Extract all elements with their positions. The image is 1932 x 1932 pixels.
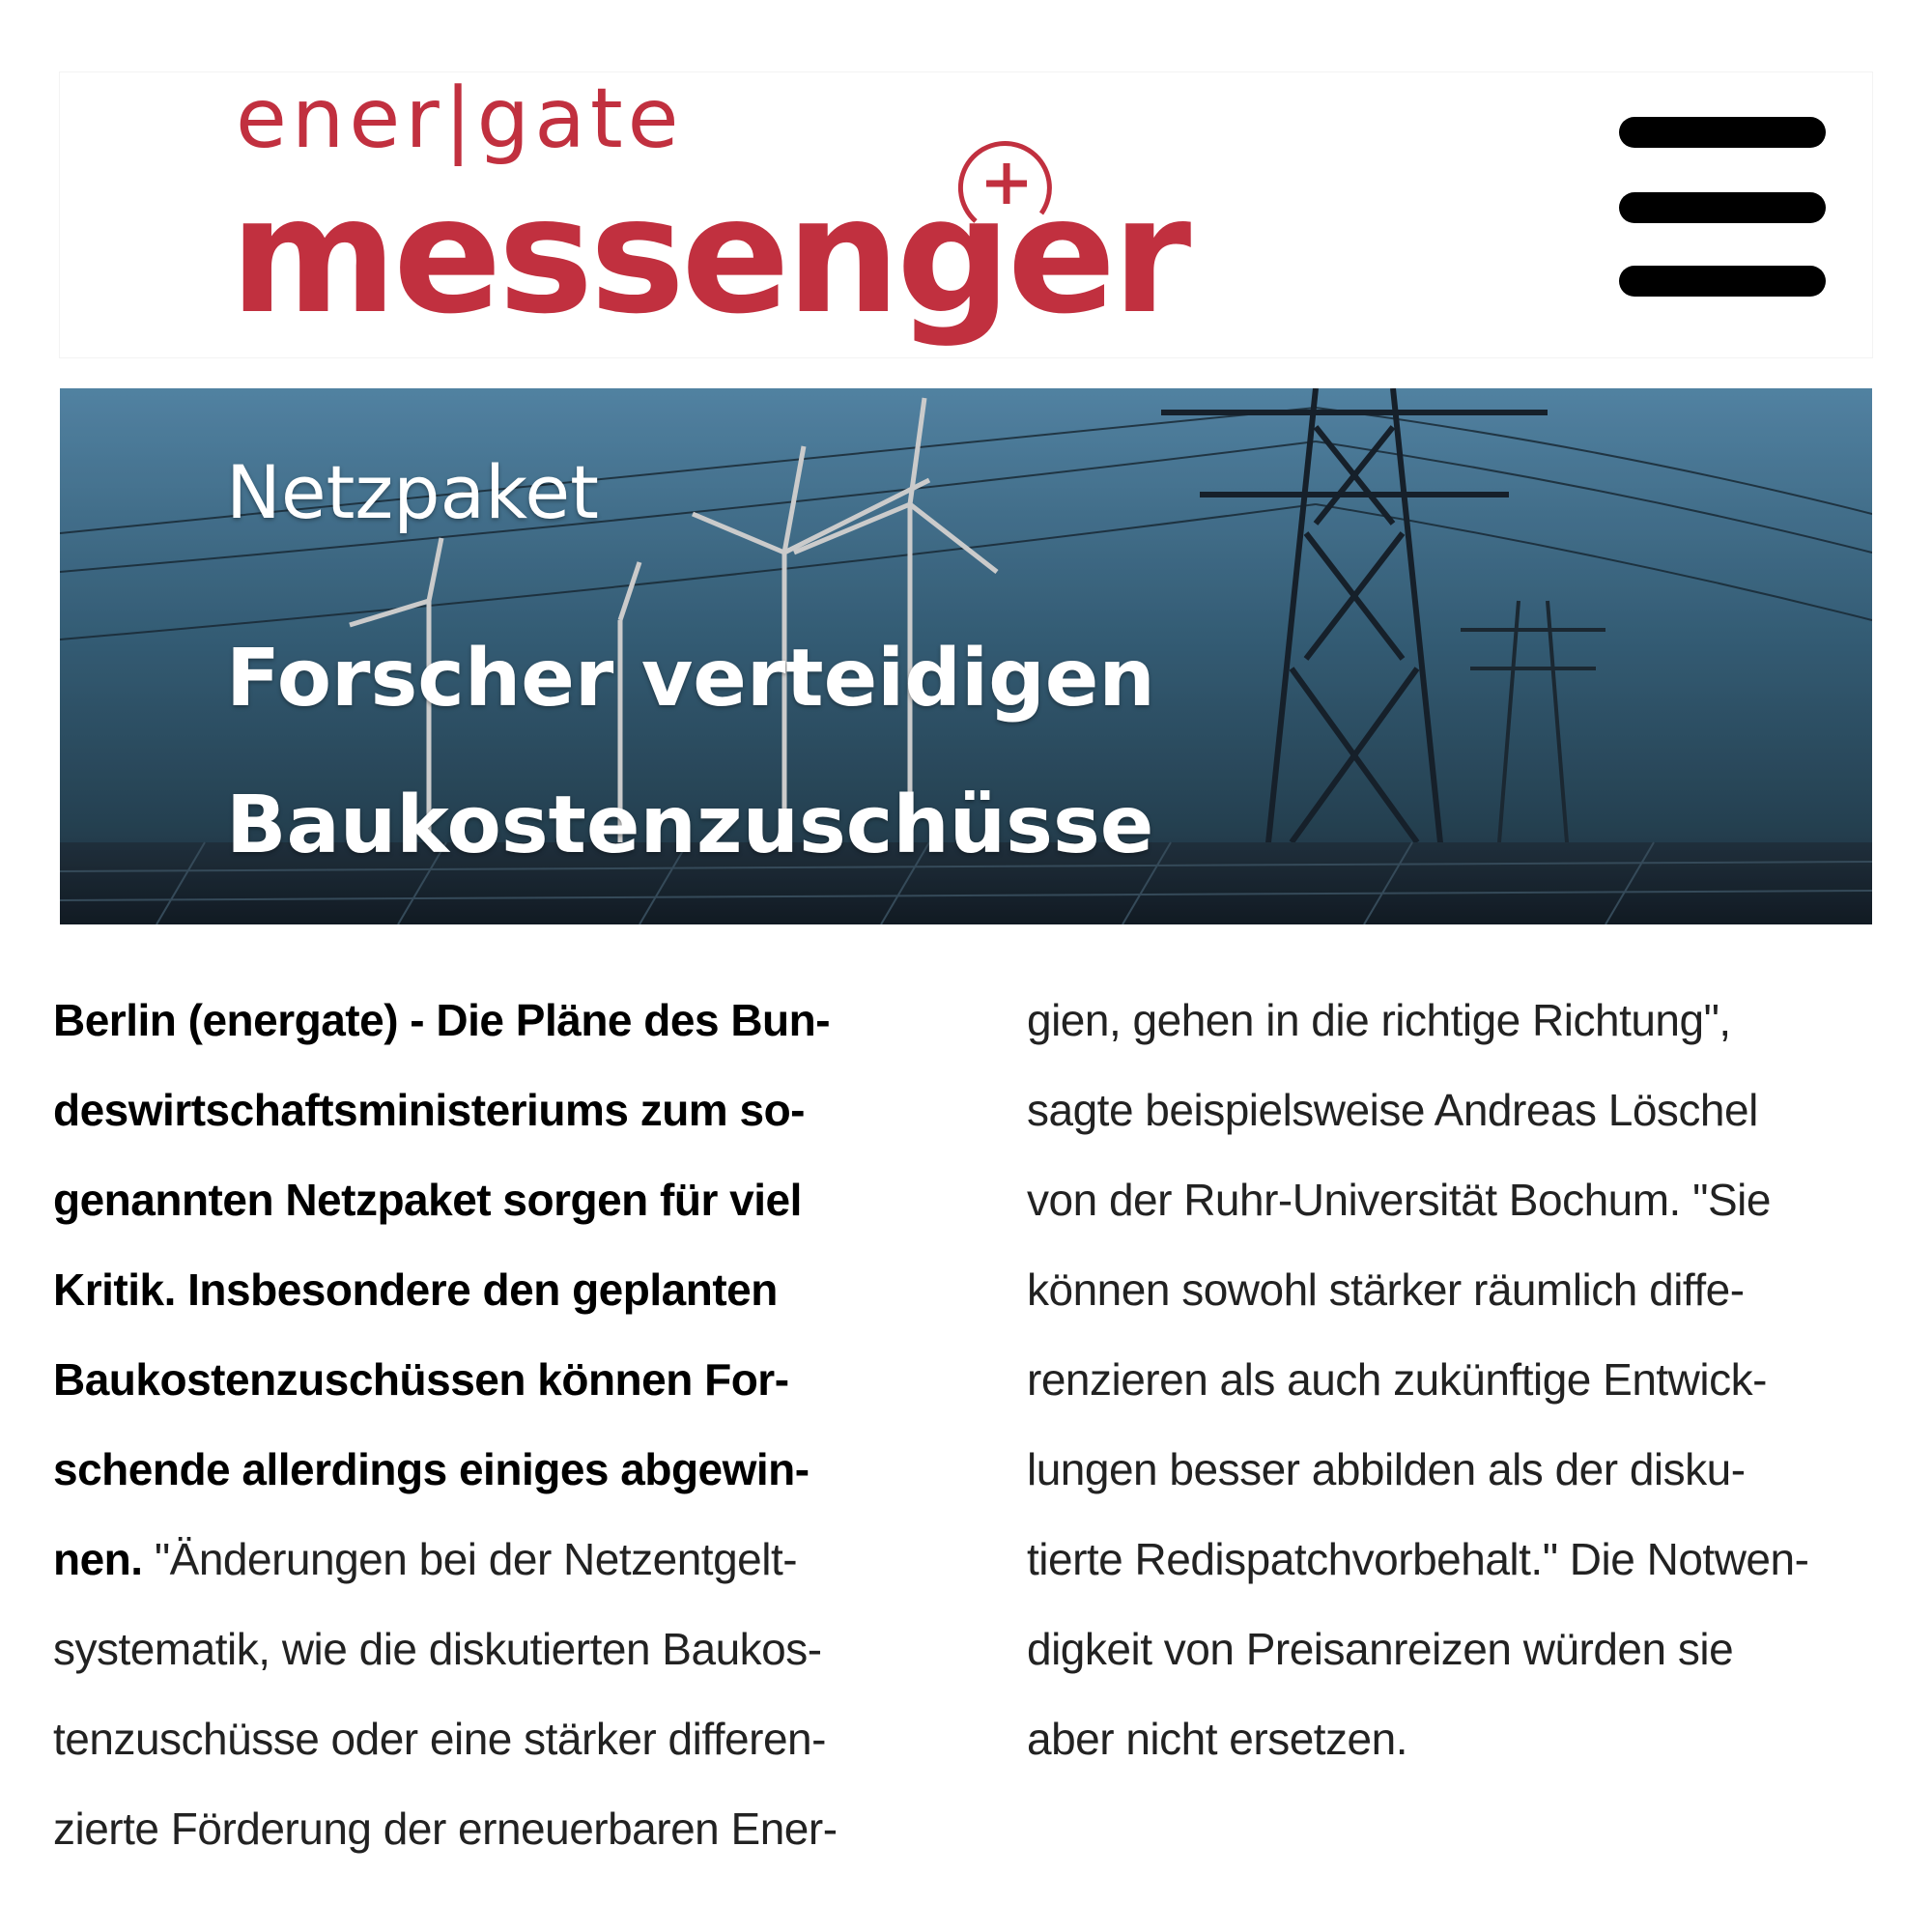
hamburger-menu-button[interactable] bbox=[1605, 111, 1828, 304]
article-body-right-column bbox=[1027, 976, 1916, 1784]
lead-line: Berlin (energate) - Die Pläne des Bun- bbox=[53, 995, 831, 1045]
lead-end-line bbox=[53, 1515, 980, 1605]
lead-line: genannten Netzpaket sorgen für viel bbox=[53, 1175, 802, 1225]
lead-line: Kritik. Insbesondere den geplanten bbox=[53, 1264, 778, 1315]
body-line: systematik, wie die diskutierten Baukos- bbox=[53, 1624, 822, 1674]
article-body-left-column bbox=[53, 976, 980, 1874]
energate-messenger-logo[interactable] bbox=[172, 71, 1188, 357]
body-line: aber nicht ersetzen. bbox=[1027, 1714, 1408, 1764]
article-title-line: Forscher verteidigen bbox=[226, 633, 1155, 724]
body-line: tierte Redispatchvorbehalt." Die Notwen- bbox=[1027, 1534, 1809, 1584]
article-kicker: Netzpaket bbox=[226, 449, 599, 535]
menu-bar-middle bbox=[1619, 192, 1826, 223]
body-line: digkeit von Preisanreizen würden sie bbox=[1027, 1624, 1734, 1674]
body-line: gien, gehen in die richtige Richtung", bbox=[1027, 995, 1731, 1045]
lead-line: deswirtschaftsministeriums zum so- bbox=[53, 1085, 805, 1135]
site-header bbox=[60, 72, 1872, 357]
article-hero-banner[interactable] bbox=[60, 388, 1872, 924]
logo-messenger-text: messenger bbox=[230, 163, 1188, 350]
quote-start: "Änderungen bei der Netzentgelt- bbox=[142, 1534, 798, 1584]
menu-bar-bottom bbox=[1619, 266, 1826, 297]
body-line: können sowohl stärker räumlich diffe- bbox=[1027, 1264, 1745, 1315]
body-line: zierte Förderung der erneuerbaren Ener- bbox=[53, 1804, 838, 1854]
body-line: sagte beispielsweise Andreas Löschel bbox=[1027, 1085, 1758, 1135]
body-line: lungen besser abbilden als der disku- bbox=[1027, 1444, 1746, 1494]
body-line: renzieren als auch zukünftige Entwick- bbox=[1027, 1354, 1767, 1405]
article-title-line: Baukostenzuschüsse bbox=[226, 780, 1154, 871]
plus-circle-icon bbox=[956, 140, 1057, 241]
body-line: tenzuschüsse oder eine stärker differen- bbox=[53, 1714, 826, 1764]
menu-bar-top bbox=[1619, 117, 1826, 148]
logo-energate-text: ener|gate bbox=[236, 71, 684, 167]
article-title bbox=[226, 606, 1820, 899]
lead-tail: nen. bbox=[53, 1534, 143, 1584]
lead-line: schende allerdings einiges abgewin- bbox=[53, 1444, 810, 1494]
body-line: von der Ruhr-Universität Bochum. "Sie bbox=[1027, 1175, 1771, 1225]
lead-line: Baukostenzuschüssen können For- bbox=[53, 1354, 789, 1405]
